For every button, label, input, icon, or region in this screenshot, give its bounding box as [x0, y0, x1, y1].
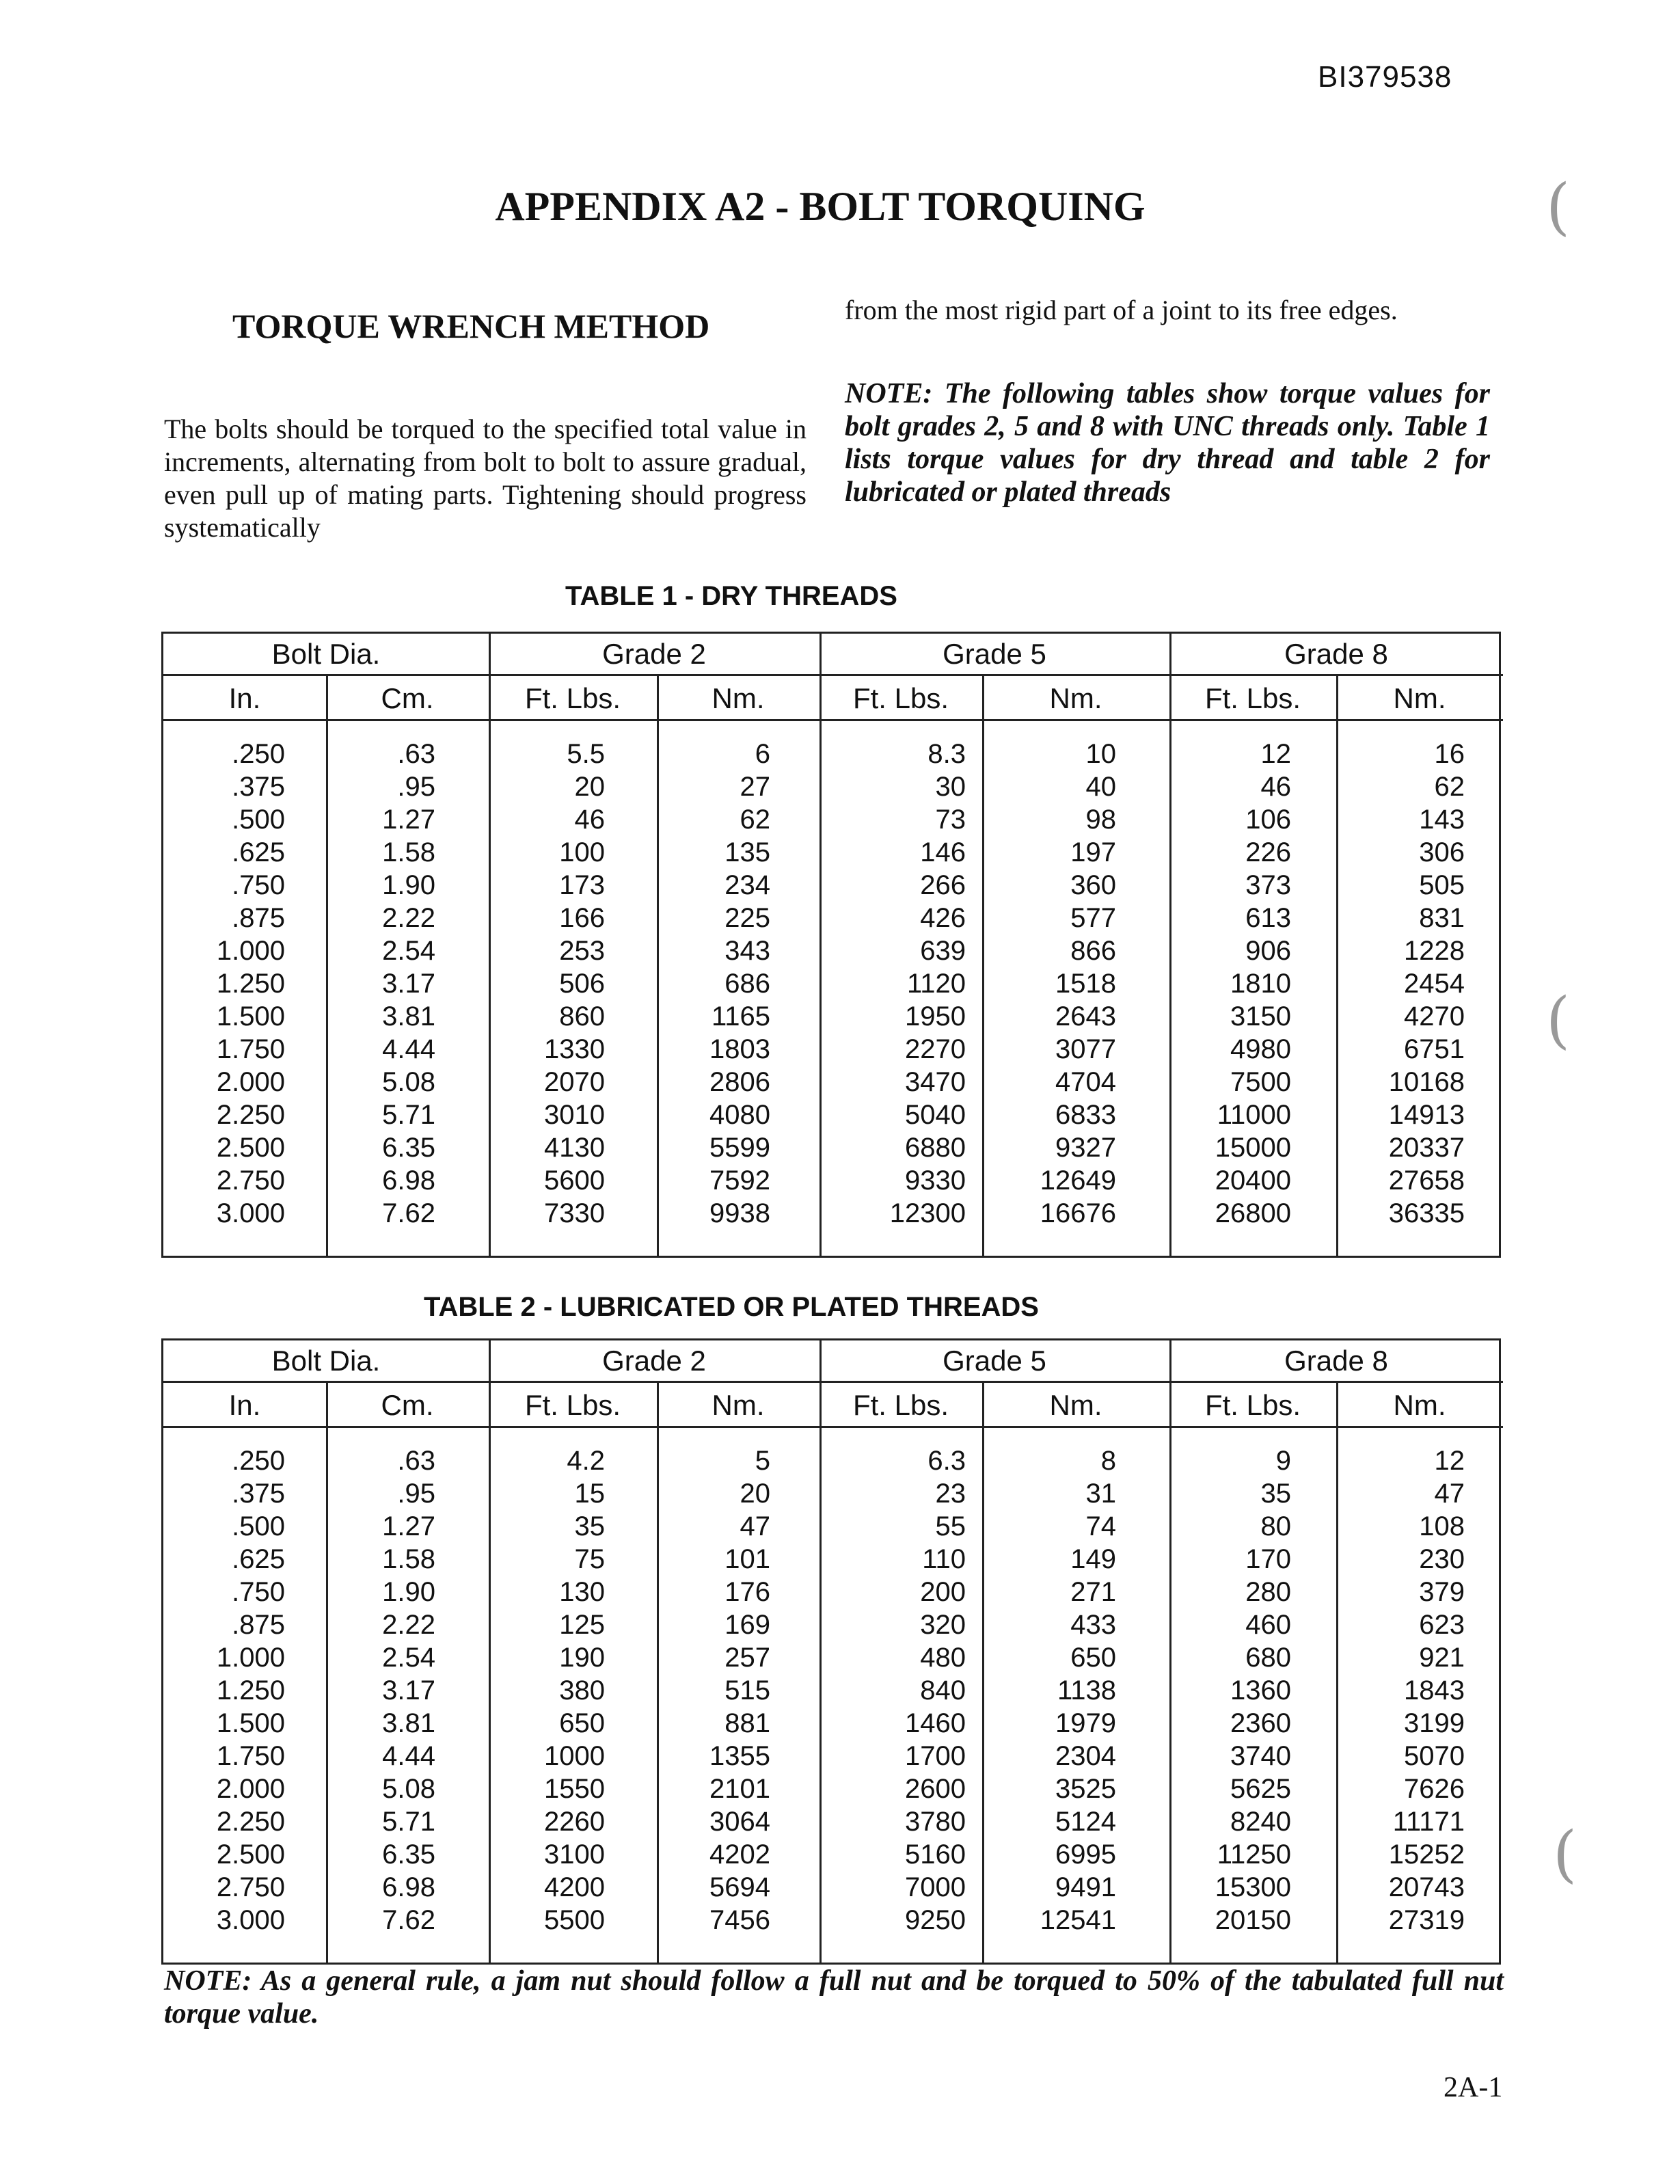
table-cell: 2304: [1055, 1741, 1116, 1771]
table-cell: 74: [1085, 1511, 1116, 1541]
table-cell: 20743: [1388, 1872, 1465, 1902]
table-cell: 2.500: [216, 1839, 285, 1870]
table-cell: 11250: [1217, 1839, 1291, 1870]
table-cell: 3.17: [382, 969, 435, 999]
table-cell: 7626: [1404, 1774, 1465, 1804]
table-cell: .750: [232, 1577, 285, 1607]
table-cell: 1518: [1055, 969, 1116, 999]
table-cell: 1355: [709, 1741, 770, 1771]
table-cell: 3.000: [216, 1198, 285, 1228]
col-grade8-ftlbs: [1169, 1444, 1291, 1937]
table-cell: 20337: [1388, 1133, 1465, 1163]
table-cell: .250: [232, 1446, 285, 1476]
table-cell: 1979: [1055, 1708, 1116, 1738]
table-cell: 2806: [709, 1067, 770, 1097]
table-cell: .375: [232, 772, 285, 802]
intro-paragraph-left: The bolts should be torqued to the specified total value in increments, alternating from bolt to bolt to assure gradual, even pull up of mating parts. Tightening should progress systematically: [164, 414, 807, 543]
table-cell: 30: [935, 772, 966, 802]
table-cell: 906: [1245, 936, 1291, 966]
grade8-header: Grade 8: [1169, 634, 1503, 676]
table-cell: 101: [724, 1544, 770, 1574]
table-cell: 1.90: [382, 870, 435, 900]
table-cell: 27658: [1388, 1165, 1465, 1196]
col-grade8-ftlbs: [1169, 738, 1291, 1230]
table-cell: 840: [920, 1675, 966, 1706]
table-cell: 9938: [709, 1198, 770, 1228]
table-cell: 6.98: [382, 1165, 435, 1196]
table-cell: 7.62: [382, 1198, 435, 1228]
table-cell: 639: [920, 936, 966, 966]
table-cell: 686: [724, 969, 770, 999]
table-cell: 6.35: [382, 1839, 435, 1870]
table-cell: 1.250: [216, 1675, 285, 1706]
table-cell: 5.08: [382, 1774, 435, 1804]
page-title: APPENDIX A2 - BOLT TORQUING: [495, 184, 1146, 229]
table-cell: 15000: [1215, 1133, 1291, 1163]
table-cell: 4980: [1230, 1034, 1291, 1064]
table-cell: 831: [1419, 903, 1465, 933]
table-cell: 190: [559, 1643, 605, 1673]
note-top: NOTE: The following tables show torque values for bolt grades 2, 5 and 8 with UNC threads only. Table 1 lists torque values for dry thread and table 2 for lubricated or plated threads: [845, 378, 1490, 508]
table-cell: 881: [724, 1708, 770, 1738]
table-cell: 2360: [1230, 1708, 1291, 1738]
table-cell: .875: [232, 1610, 285, 1640]
table-cell: 110: [922, 1544, 966, 1574]
table-cell: 5: [755, 1446, 770, 1476]
table-cell: 1165: [711, 1001, 770, 1032]
table-cell: 3150: [1230, 1001, 1291, 1032]
table-cell: 860: [559, 1001, 605, 1032]
table-cell: 230: [1419, 1544, 1465, 1574]
table-cell: 4704: [1055, 1067, 1116, 1097]
table-cell: 3470: [905, 1067, 966, 1097]
table-cell: 433: [1070, 1610, 1116, 1640]
intro-paragraph-right: from the most rigid part of a joint to its free edges.: [845, 295, 1398, 325]
table-cell: 20: [740, 1479, 770, 1509]
table-cell: 16: [1434, 739, 1465, 769]
table-cell: .500: [232, 805, 285, 835]
table-cell: 2260: [544, 1807, 605, 1837]
table-cell: 2.500: [216, 1133, 285, 1163]
table-cell: 2.000: [216, 1774, 285, 1804]
table-cell: 75: [574, 1544, 605, 1574]
table-cell: 2070: [544, 1067, 605, 1097]
table-cell: 506: [559, 969, 605, 999]
table-cell: 1.250: [216, 969, 285, 999]
table-cell: 11171: [1392, 1807, 1465, 1837]
table-cell: 4202: [709, 1839, 770, 1870]
col-in: [163, 1444, 285, 1937]
table-cell: 257: [724, 1643, 770, 1673]
grade8-nm-header: Nm.: [1336, 1383, 1503, 1428]
grade2-nm-header: Nm.: [657, 1383, 819, 1428]
table-cell: 3199: [1404, 1708, 1465, 1738]
table-cell: 16676: [1040, 1198, 1116, 1228]
table-cell: 379: [1419, 1577, 1465, 1607]
table-cell: 1138: [1057, 1675, 1116, 1706]
table-cell: 146: [920, 837, 966, 867]
table-cell: 5160: [905, 1839, 966, 1870]
table-cell: 12541: [1040, 1905, 1116, 1935]
table-cell: 2.54: [382, 1643, 435, 1673]
table-cell: 108: [1419, 1511, 1465, 1541]
table-cell: 27: [740, 772, 770, 802]
table-cell: 2.54: [382, 936, 435, 966]
table1: [161, 632, 1501, 1258]
table-cell: .375: [232, 1479, 285, 1509]
table-cell: 2.22: [382, 903, 435, 933]
table-cell: 1.750: [216, 1034, 285, 1064]
table-cell: 14913: [1388, 1100, 1465, 1130]
table-cell: 2270: [905, 1034, 966, 1064]
table-cell: 15300: [1215, 1872, 1291, 1902]
table-cell: 10168: [1388, 1067, 1465, 1097]
grade2-header: Grade 2: [489, 1340, 819, 1383]
table-cell: 3064: [709, 1807, 770, 1837]
grade5-header: Grade 5: [819, 1340, 1169, 1383]
table-cell: 1950: [905, 1001, 966, 1032]
table-cell: 2.250: [216, 1100, 285, 1130]
table-cell: 5600: [544, 1165, 605, 1196]
table-cell: 2.250: [216, 1807, 285, 1837]
table-cell: 460: [1245, 1610, 1291, 1640]
grade5-nm-header: Nm.: [982, 676, 1169, 721]
grade5-ftlbs-header: Ft. Lbs.: [819, 1383, 982, 1428]
table-cell: 149: [1070, 1544, 1116, 1574]
table-cell: 55: [935, 1511, 966, 1541]
table-cell: 5070: [1404, 1741, 1465, 1771]
table-cell: 26800: [1215, 1198, 1291, 1228]
table-cell: .625: [232, 1544, 285, 1574]
table-cell: 2600: [905, 1774, 966, 1804]
page-number: 2A-1: [1444, 2072, 1503, 2103]
table-cell: 200: [920, 1577, 966, 1607]
table-cell: 280: [1245, 1577, 1291, 1607]
table-cell: 4270: [1404, 1001, 1465, 1032]
in-header: In.: [163, 676, 326, 721]
table-cell: 130: [559, 1577, 605, 1607]
table-cell: 5599: [709, 1133, 770, 1163]
table-cell: 3780: [905, 1807, 966, 1837]
table-cell: 125: [559, 1610, 605, 1640]
col-grade8-nm: [1336, 1444, 1465, 1937]
table-cell: 306: [1419, 837, 1465, 867]
grade2-nm-header: Nm.: [657, 676, 819, 721]
table-cell: 62: [740, 805, 770, 835]
col-grade5-ftlbs: [819, 738, 966, 1230]
table-cell: 46: [1260, 772, 1291, 802]
table-cell: 650: [1070, 1643, 1116, 1673]
table-cell: 20400: [1215, 1165, 1291, 1196]
cm-header: Cm.: [326, 676, 489, 721]
binder-hole-mark: (: [1546, 984, 1571, 1056]
grade8-ftlbs-header: Ft. Lbs.: [1169, 676, 1336, 721]
table-cell: 4080: [709, 1100, 770, 1130]
table-cell: 3010: [544, 1100, 605, 1130]
table-cell: 225: [724, 903, 770, 933]
table-cell: 6833: [1055, 1100, 1116, 1130]
table-cell: 4200: [544, 1872, 605, 1902]
grade8-nm-header: Nm.: [1336, 676, 1503, 721]
table-cell: 106: [1245, 805, 1291, 835]
table-cell: 100: [559, 837, 605, 867]
table-cell: 5694: [709, 1872, 770, 1902]
table-cell: 2101: [709, 1774, 770, 1804]
col-grade5-nm: [982, 738, 1116, 1230]
table-cell: 27319: [1388, 1905, 1465, 1935]
binder-hole-mark: (: [1546, 171, 1571, 243]
table-cell: 62: [1434, 772, 1465, 802]
table-cell: 3077: [1055, 1034, 1116, 1064]
table-cell: 36335: [1388, 1198, 1465, 1228]
table-cell: 505: [1419, 870, 1465, 900]
table-cell: 7500: [1230, 1067, 1291, 1097]
table-cell: 613: [1245, 903, 1291, 933]
table-cell: 23: [935, 1479, 966, 1509]
table-cell: 426: [920, 903, 966, 933]
table-cell: 135: [724, 837, 770, 867]
table-cell: 1.000: [216, 936, 285, 966]
table-cell: 6995: [1055, 1839, 1116, 1870]
table-cell: 3.81: [382, 1708, 435, 1738]
table-cell: 98: [1085, 805, 1116, 835]
table-cell: .625: [232, 837, 285, 867]
table-cell: 1120: [906, 969, 966, 999]
table-cell: 170: [1245, 1544, 1291, 1574]
col-grade2-ftlbs: [489, 1444, 605, 1937]
grade8-ftlbs-header: Ft. Lbs.: [1169, 1383, 1336, 1428]
col-grade5-ftlbs: [819, 1444, 966, 1937]
table-cell: 10: [1085, 739, 1116, 769]
table-cell: 3.17: [382, 1675, 435, 1706]
table-cell: 5.08: [382, 1067, 435, 1097]
table-cell: 680: [1245, 1643, 1291, 1673]
table2-caption: TABLE 2 - LUBRICATED OR PLATED THREADS: [424, 1292, 1039, 1322]
table-cell: 5.71: [382, 1100, 435, 1130]
col-grade8-nm: [1336, 738, 1465, 1230]
grade2-ftlbs-header: Ft. Lbs.: [489, 676, 657, 721]
table-cell: 6880: [905, 1133, 966, 1163]
table-cell: 12: [1260, 739, 1291, 769]
table-cell: 271: [1070, 1577, 1116, 1607]
table-cell: 169: [724, 1610, 770, 1640]
table-cell: 1843: [1404, 1675, 1465, 1706]
table-cell: 226: [1245, 837, 1291, 867]
table-cell: 1700: [905, 1741, 966, 1771]
table-cell: 20: [574, 772, 605, 802]
table-cell: 623: [1419, 1610, 1465, 1640]
table-cell: 6.35: [382, 1133, 435, 1163]
table-cell: .500: [232, 1511, 285, 1541]
table-cell: 12300: [889, 1198, 966, 1228]
table-cell: 8.3: [927, 739, 966, 769]
table-cell: 5124: [1055, 1807, 1116, 1837]
table-cell: 480: [920, 1643, 966, 1673]
table-cell: 1330: [544, 1034, 605, 1064]
table-cell: 2.750: [216, 1872, 285, 1902]
table-cell: 6.98: [382, 1872, 435, 1902]
table-cell: 1.000: [216, 1643, 285, 1673]
table-cell: 266: [920, 870, 966, 900]
table-cell: 921: [1419, 1643, 1465, 1673]
table-cell: 1.750: [216, 1741, 285, 1771]
table-cell: 5040: [905, 1100, 966, 1130]
table-cell: 20150: [1215, 1905, 1291, 1935]
table-cell: .750: [232, 870, 285, 900]
col-grade2-nm: [657, 1444, 770, 1937]
col-cm: [326, 1444, 435, 1937]
table-cell: 1.90: [382, 1577, 435, 1607]
table-cell: 7000: [905, 1872, 966, 1902]
table-cell: 6751: [1404, 1034, 1465, 1064]
table-cell: 1360: [1230, 1675, 1291, 1706]
table-cell: 80: [1260, 1511, 1291, 1541]
grade5-nm-header: Nm.: [982, 1383, 1169, 1428]
table-cell: 9491: [1055, 1872, 1116, 1902]
col-grade2-nm: [657, 738, 770, 1230]
table-cell: 1550: [544, 1774, 605, 1804]
bolt-dia-header: Bolt Dia.: [163, 1340, 489, 1383]
grade2-header: Grade 2: [489, 634, 819, 676]
table-cell: 1.58: [382, 837, 435, 867]
table-cell: 1000: [544, 1741, 605, 1771]
table-cell: 5500: [544, 1905, 605, 1935]
table-cell: 40: [1085, 772, 1116, 802]
table-cell: 46: [574, 805, 605, 835]
table-cell: 7592: [709, 1165, 770, 1196]
table-cell: 380: [559, 1675, 605, 1706]
table-cell: 4.2: [567, 1446, 605, 1476]
note-bottom: NOTE: As a general rule, a jam nut should follow a full nut and be torqued to 50% of the tabulated full nut torque value.: [164, 1965, 1504, 2030]
table-cell: 1.27: [382, 805, 435, 835]
table-cell: 866: [1070, 936, 1116, 966]
table-cell: 373: [1245, 870, 1291, 900]
table-cell: 1.27: [382, 1511, 435, 1541]
table-cell: 7330: [544, 1198, 605, 1228]
table-cell: .95: [397, 1479, 435, 1509]
bolt-dia-header: Bolt Dia.: [163, 634, 489, 676]
table-cell: 320: [920, 1610, 966, 1640]
in-header: In.: [163, 1383, 326, 1428]
table-cell: 166: [559, 903, 605, 933]
table-cell: 253: [559, 936, 605, 966]
table-cell: 2.750: [216, 1165, 285, 1196]
table-cell: 4.44: [382, 1034, 435, 1064]
table-cell: 3740: [1230, 1741, 1291, 1771]
table-cell: 2.000: [216, 1067, 285, 1097]
table-cell: 5625: [1230, 1774, 1291, 1804]
table-cell: 1810: [1230, 969, 1291, 999]
table-cell: 35: [574, 1511, 605, 1541]
table-cell: 577: [1070, 903, 1116, 933]
table-cell: 143: [1419, 805, 1465, 835]
col-in: [163, 738, 285, 1230]
table-cell: 197: [1070, 837, 1116, 867]
table-cell: 1228: [1404, 936, 1465, 966]
table-cell: 73: [935, 805, 966, 835]
table-cell: 173: [559, 870, 605, 900]
section-heading: TORQUE WRENCH METHOD: [232, 307, 710, 345]
table-cell: .875: [232, 903, 285, 933]
table-cell: 5.5: [567, 739, 605, 769]
table2: [161, 1338, 1501, 1965]
table-cell: 6: [755, 739, 770, 769]
table-cell: 47: [740, 1511, 770, 1541]
table-cell: 2454: [1404, 969, 1465, 999]
table-cell: 7456: [709, 1905, 770, 1935]
table-cell: 4.44: [382, 1741, 435, 1771]
table-cell: 3100: [544, 1839, 605, 1870]
table-cell: .95: [397, 772, 435, 802]
table-cell: 234: [724, 870, 770, 900]
col-grade2-ftlbs: [489, 738, 605, 1230]
table-cell: 1460: [905, 1708, 966, 1738]
grade5-header: Grade 5: [819, 634, 1169, 676]
table-cell: 35: [1260, 1479, 1291, 1509]
table-cell: 6.3: [927, 1446, 966, 1476]
table-cell: .63: [397, 1446, 435, 1476]
table-cell: .250: [232, 739, 285, 769]
table-cell: 343: [724, 936, 770, 966]
table-cell: 515: [724, 1675, 770, 1706]
table-cell: 176: [724, 1577, 770, 1607]
grade5-ftlbs-header: Ft. Lbs.: [819, 676, 982, 721]
table-cell: 8240: [1230, 1807, 1291, 1837]
table-cell: 11000: [1217, 1100, 1291, 1130]
table-cell: 2643: [1055, 1001, 1116, 1032]
table-cell: 1.500: [216, 1001, 285, 1032]
table-cell: 12649: [1040, 1165, 1116, 1196]
table1-caption: TABLE 1 - DRY THREADS: [565, 581, 897, 611]
table-cell: 1803: [709, 1034, 770, 1064]
table-cell: 4130: [544, 1133, 605, 1163]
table-cell: 1.58: [382, 1544, 435, 1574]
grade2-ftlbs-header: Ft. Lbs.: [489, 1383, 657, 1428]
table-cell: 3.000: [216, 1905, 285, 1935]
table-cell: 3525: [1055, 1774, 1116, 1804]
cm-header: Cm.: [326, 1383, 489, 1428]
table-cell: 8: [1100, 1446, 1116, 1476]
document-id: BI379538: [1318, 60, 1452, 94]
table-cell: 47: [1434, 1479, 1465, 1509]
col-cm: [326, 738, 435, 1230]
grade8-header: Grade 8: [1169, 1340, 1503, 1383]
table-cell: 7.62: [382, 1905, 435, 1935]
table-cell: 360: [1070, 870, 1116, 900]
table-cell: 650: [559, 1708, 605, 1738]
table-cell: 2.22: [382, 1610, 435, 1640]
table-cell: 5.71: [382, 1807, 435, 1837]
table-cell: .63: [397, 739, 435, 769]
table-cell: 9330: [905, 1165, 966, 1196]
table-cell: 9327: [1055, 1133, 1116, 1163]
table-cell: 9250: [905, 1905, 966, 1935]
table-cell: 15252: [1388, 1839, 1465, 1870]
table-cell: 3.81: [382, 1001, 435, 1032]
table-cell: 31: [1085, 1479, 1116, 1509]
table-cell: 9: [1275, 1446, 1291, 1476]
col-grade5-nm: [982, 1444, 1116, 1937]
table-cell: 12: [1434, 1446, 1465, 1476]
table-cell: 1.500: [216, 1708, 285, 1738]
binder-hole-mark: (: [1553, 1818, 1577, 1890]
table-cell: 15: [574, 1479, 605, 1509]
